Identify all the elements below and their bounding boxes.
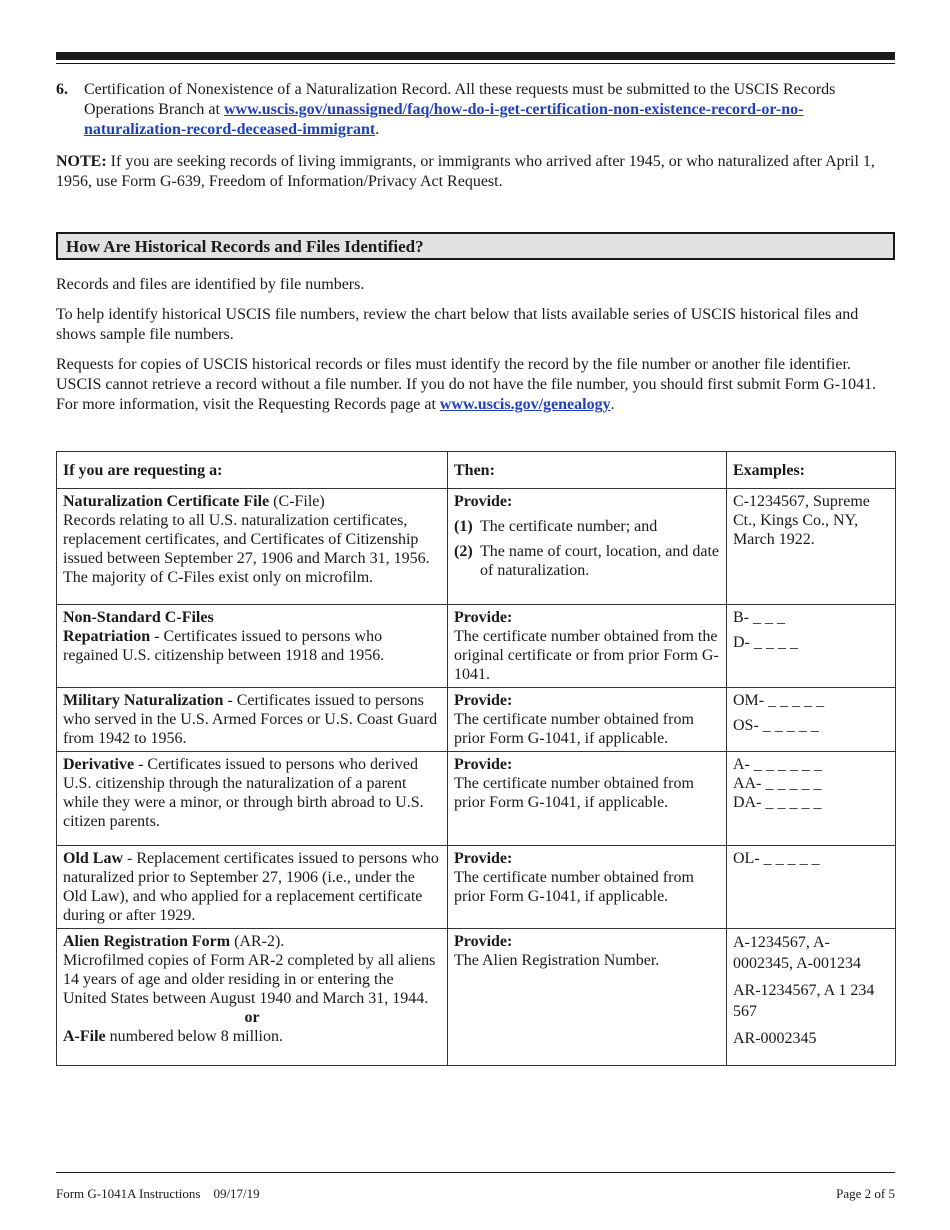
- table-header-row: [57, 452, 896, 489]
- top-rule-thick: [56, 52, 895, 60]
- genealogy-link[interactable]: www.uscis.gov/genealogy: [439, 396, 611, 413]
- section-header: How Are Historical Records and Files Identified?: [56, 232, 895, 260]
- cell-example: OL- _ _ _ _ _: [727, 846, 896, 929]
- cell-then: Provide: The certificate number obtained from prior Form G-1041, if applicable.: [448, 846, 727, 929]
- cell-example: A- _ _ _ _ _ _ AA- _ _ _ _ _ DA- _ _ _ _ _: [727, 752, 896, 846]
- cell-example: A-1234567, A-0002345, A-001234 AR-1234567, A 1 234 567 AR-0002345: [727, 929, 896, 1066]
- table-row-alien-registration: [57, 929, 896, 1066]
- item-text: Certification of Nonexistence of a Naturalization Record. All these requests must be submitted to the USCIS Records Operations Branch at www.uscis.gov/unassigned/faq/how-do-i-get-certification-non-existence-record-or-no-naturalization-record-deceased-immigrant.: [84, 81, 836, 138]
- header-then: Then:: [448, 452, 727, 489]
- or-separator: or: [244, 1009, 260, 1026]
- footer-page-number: Page 2 of 5: [836, 1186, 895, 1201]
- table-row-non-standard: [57, 605, 896, 688]
- records-table: [56, 451, 896, 1066]
- cell-then: Provide: The Alien Registration Number.: [448, 929, 727, 1066]
- cell-then: Provide: The certificate number obtained from the original certificate or from prior Form G-1041.: [448, 605, 727, 688]
- cell-request: Derivative - Certificates issued to persons who derived U.S. citizenship through the naturalization of a parent while they were a minor, or through birth abroad to U.S. citizen parents.: [57, 752, 448, 846]
- item-number: 6.: [56, 81, 68, 98]
- note-label: NOTE:: [56, 153, 107, 170]
- certification-link[interactable]: www.uscis.gov/unassigned/faq/how-do-i-get-certification-non-existence-record-or-no-naturalization-record-deceased-immigrant: [84, 101, 804, 138]
- footer-form-id: Form G-1041A Instructions 09/17/19: [56, 1186, 260, 1201]
- cell-request: Old Law - Replacement certificates issued to persons who naturalized prior to September 27, 1906 (i.e., under the Old Law), and who applied for a replacement certificate during or after 1929.: [57, 846, 448, 929]
- footer-rule: [56, 1172, 895, 1173]
- cell-example: B- _ _ _ D- _ _ _ _: [727, 605, 896, 688]
- note-text: If you are seeking records of living immigrants, or immigrants who arrived after 1945, or who naturalized after April 1, 1956, use Form G-639, Freedom of Information/Privacy Act Request.: [56, 153, 875, 190]
- paragraph-file-numbers: Records and files are identified by file numbers.: [56, 276, 365, 293]
- page-content: [56, 80, 895, 415]
- table-row-derivative: [57, 752, 896, 846]
- step-1: (1) The certificate number; and: [454, 518, 658, 535]
- cell-request: Alien Registration Form (AR-2). Microfilmed copies of Form AR-2 completed by all aliens 14 years of age and older residing in or entering the United States between August 1940 and March 31, 1944. or A-File numbered below 8 million.: [57, 929, 448, 1066]
- header-requesting: If you are requesting a:: [57, 452, 448, 489]
- cell-request: Naturalization Certificate File (C-File) Records relating to all U.S. naturalization certificates, replacement certificates, and Certificates of Citizenship issued between September 27, 1906 and March 31, 1956. The majority of C-Files exist only on microfilm.: [57, 489, 448, 605]
- item-6: [56, 80, 895, 140]
- cell-example: OM- _ _ _ _ _ OS- _ _ _ _ _: [727, 688, 896, 752]
- cell-request: Military Naturalization - Certificates issued to persons who served in the U.S. Armed Forces or U.S. Coast Guard from 1942 to 1956.: [57, 688, 448, 752]
- cell-then: Provide: (1) The certificate number; and (2) The name of court, location, and date of naturalization.: [448, 489, 727, 605]
- cell-example: C-1234567, Supreme Ct., Kings Co., NY, March 1922.: [727, 489, 896, 605]
- paragraph-chart-intro: To help identify historical USCIS file numbers, review the chart below that lists available series of USCIS historical files and shows sample file numbers.: [56, 306, 859, 343]
- header-examples: Examples:: [727, 452, 896, 489]
- step-2: (2) The name of court, location, and date of naturalization.: [454, 543, 720, 579]
- table-row-c-file: [57, 489, 896, 605]
- top-rule-thin: [56, 63, 895, 64]
- paragraph-requests: Requests for copies of USCIS historical records or files must identify the record by the file number or another file identifier. USCIS cannot retrieve a record without a file number. If you do not have the file number, you should first submit Form G-1041. For more information, visit the Requesting Records page at www.uscis.gov/genealogy.: [56, 356, 877, 413]
- table-row-old-law: [57, 846, 896, 929]
- table-row-military: [57, 688, 896, 752]
- cell-then: Provide: The certificate number obtained from prior Form G-1041, if applicable.: [448, 688, 727, 752]
- cell-request: Non-Standard C-Files Repatriation - Certificates issued to persons who regained U.S. citizenship between 1918 and 1956.: [57, 605, 448, 688]
- cell-then: Provide: The certificate number obtained from prior Form G-1041, if applicable.: [448, 752, 727, 846]
- note: [56, 152, 895, 192]
